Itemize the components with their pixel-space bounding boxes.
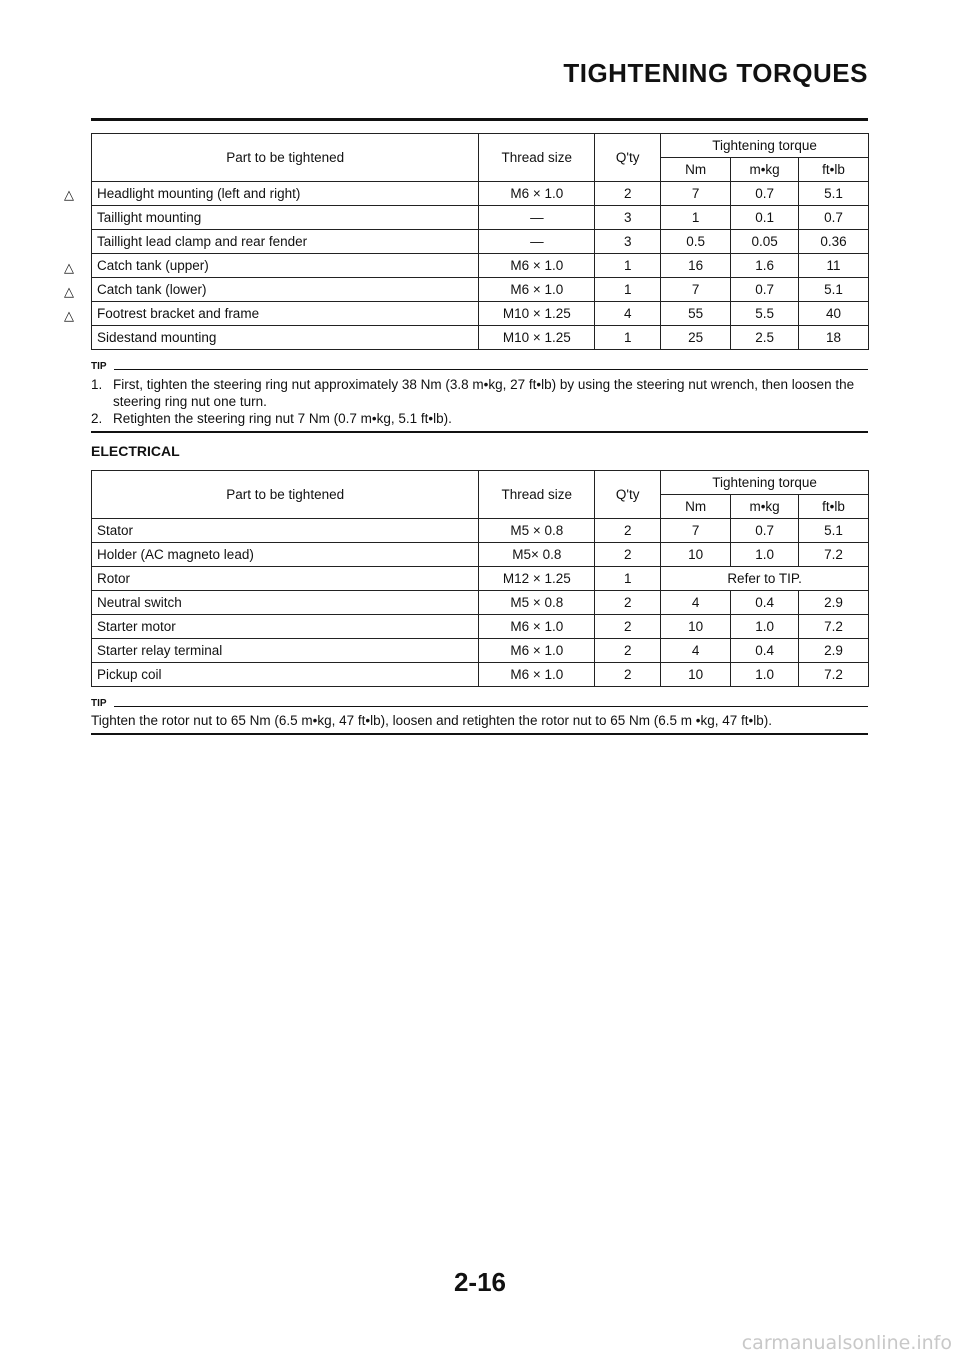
table-row: [92, 639, 869, 663]
cell-nm: 7: [661, 519, 731, 543]
tip-end-rule: [91, 431, 868, 433]
tip-item-text: Retighten the steering ring nut 7 Nm (0.7 m•kg, 5.1 ft•lb).: [113, 411, 452, 426]
tip-text: [91, 376, 868, 427]
tip-rule: [114, 369, 868, 370]
cell-nm: 16: [661, 254, 731, 278]
cell-nm: 7: [661, 278, 731, 302]
cell-thread: M12 × 1.25: [479, 567, 595, 591]
cell-thread: M6 × 1.0: [479, 615, 595, 639]
tip-item-number: 1.: [91, 377, 103, 392]
cell-part: Catch tank (upper): [92, 254, 479, 278]
cell-ftlb: 18: [799, 326, 869, 350]
cell-part: Stator: [92, 519, 479, 543]
cell-mkg: 1.0: [731, 543, 799, 567]
cell-part: Taillight mounting: [92, 206, 479, 230]
section-heading: ELECTRICAL: [91, 443, 180, 459]
cell-ftlb: 2.9: [799, 591, 869, 615]
cell-qty: 1: [595, 567, 661, 591]
cell-nm: 55: [661, 302, 731, 326]
cell-mkg: 0.7: [731, 182, 799, 206]
table-row: [92, 302, 869, 326]
cell-qty: 2: [595, 519, 661, 543]
cell-ftlb: 7.2: [799, 543, 869, 567]
cell-mkg: 5.5: [731, 302, 799, 326]
cell-mkg: 1.6: [731, 254, 799, 278]
cell-qty: 2: [595, 615, 661, 639]
cell-qty: 4: [595, 302, 661, 326]
cell-ftlb: 0.7: [799, 206, 869, 230]
cell-ftlb: 2.9: [799, 639, 869, 663]
cell-thread: —: [479, 230, 595, 254]
cell-thread: M6 × 1.0: [479, 639, 595, 663]
cell-part: Rotor: [92, 567, 479, 591]
header-torque: Tightening torque: [661, 134, 869, 158]
cell-part: Neutral switch: [92, 591, 479, 615]
cell-qty: 3: [595, 230, 661, 254]
cell-ftlb: 40: [799, 302, 869, 326]
cell-thread: M5 × 0.8: [479, 591, 595, 615]
cell-nm: 25: [661, 326, 731, 350]
cell-mkg: 1.0: [731, 663, 799, 687]
table-body: [92, 519, 869, 687]
cell-qty: 3: [595, 206, 661, 230]
cell-nm: 10: [661, 543, 731, 567]
cell-thread: M6 × 1.0: [479, 663, 595, 687]
tip-item-number: 2.: [91, 411, 103, 426]
header-torque: Tightening torque: [661, 471, 869, 495]
table-row: [92, 182, 869, 206]
table-row: [92, 615, 869, 639]
cell-part: Holder (AC magneto lead): [92, 543, 479, 567]
tip-rule: [114, 706, 868, 707]
torque-table-electrical: [91, 470, 869, 687]
cell-qty: 1: [595, 254, 661, 278]
header-ftlb: ft•lb: [799, 495, 869, 519]
cell-part: Headlight mounting (left and right): [92, 182, 479, 206]
header-qty: Q'ty: [595, 471, 661, 519]
table-header: [92, 134, 869, 182]
cell-part: Footrest bracket and frame: [92, 302, 479, 326]
title-rule: [91, 118, 868, 121]
tip-label: TIP: [91, 698, 107, 709]
watermark: carmanualsonline.info: [741, 1332, 952, 1354]
triangle-marker-icon: △: [64, 308, 74, 323]
cell-part: Taillight lead clamp and rear fender: [92, 230, 479, 254]
cell-nm: 10: [661, 663, 731, 687]
cell-part: Pickup coil: [92, 663, 479, 687]
cell-qty: 2: [595, 591, 661, 615]
header-ftlb: ft•lb: [799, 158, 869, 182]
cell-thread: M10 × 1.25: [479, 326, 595, 350]
cell-ftlb: 7.2: [799, 663, 869, 687]
tip-label: TIP: [91, 361, 107, 372]
header-mkg: m•kg: [731, 158, 799, 182]
cell-mkg: 1.0: [731, 615, 799, 639]
tip-item: [91, 410, 868, 427]
cell-thread: M6 × 1.0: [479, 182, 595, 206]
cell-mkg: 0.1: [731, 206, 799, 230]
cell-qty: 2: [595, 663, 661, 687]
tip-item-text: First, tighten the steering ring nut approximately 38 Nm (3.8 m•kg, 27 ft•lb) by using the steering nut wrench, then loosen the steering ring nut one turn.: [113, 377, 855, 409]
table-row: [92, 543, 869, 567]
cell-part: Sidestand mounting: [92, 326, 479, 350]
triangle-marker-icon: △: [64, 259, 74, 275]
header-thread: Thread size: [479, 471, 595, 519]
cell-thread: M5 × 0.8: [479, 519, 595, 543]
header-thread: Thread size: [479, 134, 595, 182]
cell-ftlb: 5.1: [799, 278, 869, 302]
cell-mkg: 2.5: [731, 326, 799, 350]
table-row: [92, 567, 869, 591]
table-row: [92, 663, 869, 687]
cell-nm: 10: [661, 615, 731, 639]
cell-ftlb: 5.1: [799, 182, 869, 206]
cell-qty: 1: [595, 326, 661, 350]
header-qty: Q'ty: [595, 134, 661, 182]
cell-qty: 2: [595, 639, 661, 663]
cell-thread: M6 × 1.0: [479, 254, 595, 278]
cell-mkg: 0.4: [731, 591, 799, 615]
cell-qty: 1: [595, 278, 661, 302]
cell-thread: M5× 0.8: [479, 543, 595, 567]
tip-end-rule: [91, 733, 868, 735]
table-header: [92, 471, 869, 519]
cell-part: Starter relay terminal: [92, 639, 479, 663]
cell-nm: 1: [661, 206, 731, 230]
table-row: [92, 278, 869, 302]
cell-mkg: 0.4: [731, 639, 799, 663]
cell-ftlb: 5.1: [799, 519, 869, 543]
torque-table-general: [91, 133, 869, 350]
table-row: [92, 254, 869, 278]
cell-nm: 7: [661, 182, 731, 206]
cell-qty: 2: [595, 543, 661, 567]
header-nm: Nm: [661, 495, 731, 519]
header-nm: Nm: [661, 158, 731, 182]
triangle-marker-icon: △: [64, 283, 74, 299]
table-row: [92, 206, 869, 230]
cell-ftlb: 0.36: [799, 230, 869, 254]
tip-text: Tighten the rotor nut to 65 Nm (6.5 m•kg, 47 ft•lb), loosen and retighten the rotor nut to 65 Nm (6.5 m •kg, 47 ft•lb).: [91, 713, 772, 728]
header-part: Part to be tightened: [92, 471, 479, 519]
table-row: [92, 519, 869, 543]
cell-note: Refer to TIP.: [661, 567, 869, 591]
cell-ftlb: 7.2: [799, 615, 869, 639]
cell-part: Starter motor: [92, 615, 479, 639]
cell-ftlb: 11: [799, 254, 869, 278]
cell-mkg: 0.05: [731, 230, 799, 254]
cell-part: Catch tank (lower): [92, 278, 479, 302]
page-title: TIGHTENING TORQUES: [563, 58, 868, 88]
header-part: Part to be tightened: [92, 134, 479, 182]
page-number: 2-16: [453, 1267, 507, 1297]
cell-thread: M6 × 1.0: [479, 278, 595, 302]
cell-qty: 2: [595, 182, 661, 206]
cell-nm: 0.5: [661, 230, 731, 254]
table-body: [92, 182, 869, 350]
cell-mkg: 0.7: [731, 519, 799, 543]
header-mkg: m•kg: [731, 495, 799, 519]
cell-thread: M10 × 1.25: [479, 302, 595, 326]
cell-nm: 4: [661, 591, 731, 615]
table-row: [92, 591, 869, 615]
cell-mkg: 0.7: [731, 278, 799, 302]
tip-item: [91, 376, 868, 410]
cell-nm: 4: [661, 639, 731, 663]
table-row: [92, 230, 869, 254]
triangle-marker-icon: △: [64, 187, 74, 202]
table-row: [92, 326, 869, 350]
cell-thread: —: [479, 206, 595, 230]
